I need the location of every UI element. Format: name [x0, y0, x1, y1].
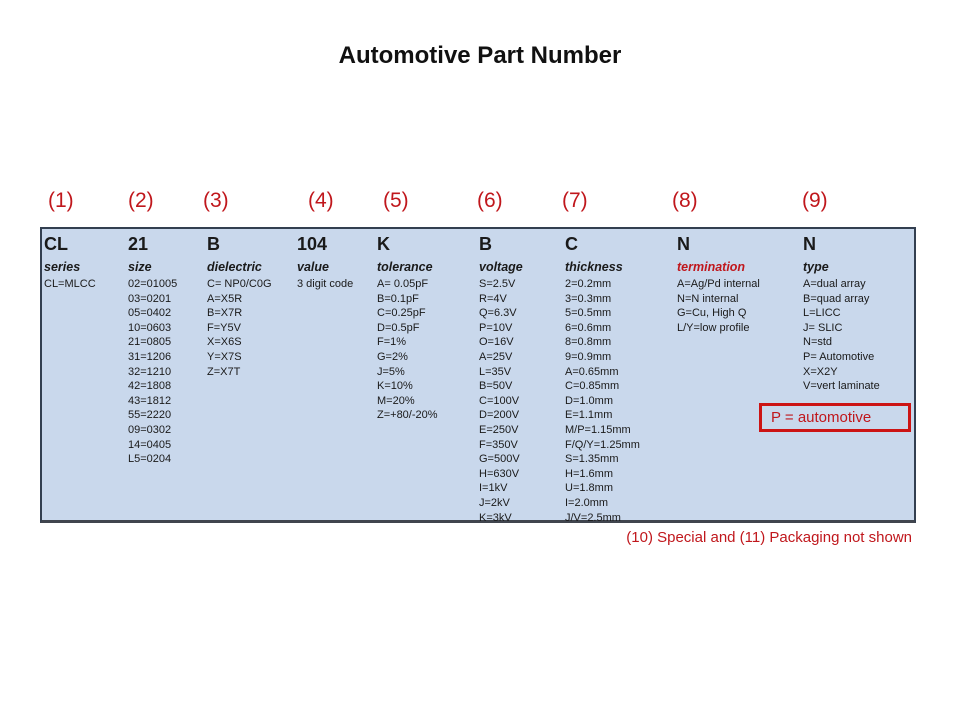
code-list-item: C=100V: [479, 394, 520, 407]
column-size: [128, 231, 177, 467]
code-list-item: 5=0.5mm: [565, 307, 612, 320]
code-list-item: E=1.1mm: [565, 409, 613, 422]
code-list-item: 32=1210: [128, 365, 172, 378]
code-list-item: CL=MLCC: [44, 278, 96, 290]
code-list-item: 31=1206: [128, 350, 172, 363]
code-list-item: Z=+80/-20%: [377, 409, 438, 422]
code-list-item: 8=0.8mm: [565, 336, 612, 349]
code-list-item: D=200V: [479, 409, 520, 422]
column-name: voltage: [479, 260, 523, 274]
code-list-item: L=LICC: [803, 307, 841, 320]
code-list-item: P=10V: [479, 321, 513, 334]
column-name: type: [803, 260, 829, 274]
code-list-item: 03=0201: [128, 292, 172, 305]
column-name: tolerance: [377, 260, 433, 274]
code-list: [44, 277, 96, 292]
column-label-1: (1): [48, 189, 74, 212]
code-list-item: K=10%: [377, 380, 413, 393]
code-list-item: S=1.35mm: [565, 453, 619, 466]
column-name: thickness: [565, 260, 623, 274]
code-list-item: J=5%: [377, 365, 405, 378]
code-list-item: F=350V: [479, 438, 518, 451]
column-code: B: [207, 234, 220, 254]
code-list-item: C= NP0/C0G: [207, 278, 272, 290]
column-name: termination: [677, 260, 746, 274]
automotive-callout-box: [759, 403, 911, 432]
code-list-item: N=N internal: [677, 292, 739, 305]
column-label-7: (7): [562, 189, 588, 212]
code-list-item: F=Y5V: [207, 321, 241, 334]
code-list-item: 14=0405: [128, 438, 172, 451]
code-list-item: H=630V: [479, 467, 520, 480]
code-list-item: A=X5R: [207, 292, 243, 305]
code-list-item: P= Automotive: [803, 350, 875, 363]
code-list-item: C=0.25pF: [377, 307, 426, 320]
code-list-item: I=2.0mm: [565, 496, 609, 509]
code-list-item: J=2kV: [479, 496, 510, 509]
column-label-4: (4): [308, 189, 334, 212]
code-list-item: 43=1812: [128, 394, 172, 407]
code-list-item: 9=0.9mm: [565, 350, 612, 363]
code-list-item: R=4V: [479, 292, 507, 305]
column-label-8: (8): [672, 189, 698, 212]
column-voltage: [479, 231, 523, 525]
column-tolerance: [377, 231, 438, 423]
footnote: (10) Special and (11) Packaging not shown: [626, 529, 912, 546]
page-title: Automotive Part Number: [338, 42, 622, 69]
code-list-item: G=500V: [479, 453, 520, 466]
column-code: N: [677, 234, 690, 254]
code-list-item: F=1%: [377, 336, 407, 349]
column-code: CL: [44, 234, 68, 254]
code-list-item: M=20%: [377, 394, 415, 407]
code-list-item: E=250V: [479, 423, 519, 436]
column-code: K: [377, 234, 390, 254]
column-label-9: (9): [802, 189, 828, 212]
column-label-6: (6): [477, 189, 503, 212]
column-code: N: [803, 234, 816, 254]
code-list-item: G=2%: [377, 350, 408, 363]
code-list-item: J= SLIC: [803, 321, 843, 334]
code-list-item: B=0.1pF: [377, 292, 419, 305]
code-list-item: 21=0805: [128, 336, 172, 349]
code-list: [128, 277, 177, 467]
column-type: [803, 231, 880, 394]
column-series: [44, 231, 96, 292]
code-list-item: D=0.5pF: [377, 321, 420, 334]
code-list: [297, 277, 353, 292]
code-list-item: G=Cu, High Q: [677, 307, 747, 320]
code-list-item: B=X7R: [207, 307, 243, 320]
code-list-item: A=dual array: [803, 278, 866, 290]
code-list-item: 02=01005: [128, 278, 178, 290]
code-list-item: H=1.6mm: [565, 467, 613, 480]
code-list-item: 10=0603: [128, 321, 172, 334]
code-list-item: L/Y=low profile: [677, 321, 750, 334]
column-termination: [677, 231, 760, 335]
code-list-item: B=50V: [479, 380, 513, 393]
column-code: C: [565, 234, 578, 254]
code-list-item: M/P=1.15mm: [565, 423, 631, 436]
code-list-item: 2=0.2mm: [565, 278, 612, 290]
code-list-item: X=X2Y: [803, 365, 838, 378]
column-name: size: [128, 260, 152, 274]
code-list-item: A=25V: [479, 350, 513, 363]
column-name: series: [44, 260, 81, 274]
code-list-item: 3 digit code: [297, 278, 354, 290]
column-label-5: (5): [383, 189, 409, 212]
code-list-item: 42=1808: [128, 380, 172, 393]
code-list-item: L5=0204: [128, 453, 172, 466]
column-code: B: [479, 234, 492, 254]
code-list-item: A= 0.05pF: [377, 278, 429, 290]
code-list: [565, 277, 640, 525]
column-label-2: (2): [128, 189, 154, 212]
code-list-item: O=16V: [479, 336, 514, 349]
code-list-item: I=1kV: [479, 482, 508, 495]
column-thickness: [565, 231, 640, 525]
code-list-item: 05=0402: [128, 307, 172, 320]
code-list-item: L=35V: [479, 365, 512, 378]
code-list-item: 55=2220: [128, 409, 172, 422]
code-list-item: C=0.85mm: [565, 380, 620, 393]
code-list: [377, 277, 438, 423]
code-list: [677, 277, 760, 335]
code-list-item: A=Ag/Pd internal: [677, 278, 760, 290]
code-list-item: J/V=2.5mm: [565, 511, 621, 524]
code-list-item: K=3kV: [479, 511, 512, 524]
code-list-item: F/Q/Y=1.25mm: [565, 438, 640, 451]
column-code: 21: [128, 234, 149, 254]
code-list-item: V=vert laminate: [803, 380, 880, 393]
column-name: dielectric: [207, 260, 262, 274]
code-list-item: Y=X7S: [207, 350, 242, 363]
column-label-3: (3): [203, 189, 229, 212]
code-list-item: D=1.0mm: [565, 394, 613, 407]
code-list-item: 09=0302: [128, 423, 172, 436]
code-list-item: U=1.8mm: [565, 482, 613, 495]
code-list-item: 3=0.3mm: [565, 292, 612, 305]
code-list-item: N=std: [803, 336, 833, 349]
code-list-item: Q=6.3V: [479, 307, 517, 320]
code-list-item: B=quad array: [803, 292, 870, 305]
code-list-item: X=X6S: [207, 336, 242, 349]
code-list-item: A=0.65mm: [565, 365, 619, 378]
code-list-item: Z=X7T: [207, 365, 241, 378]
column-code: 104: [297, 234, 328, 254]
column-dielectric: [207, 231, 272, 379]
code-list-item: 6=0.6mm: [565, 321, 612, 334]
column-value: [297, 231, 353, 292]
part-number-table: [40, 227, 916, 523]
automotive-callout-label: P = automotive: [771, 409, 872, 426]
code-list-item: S=2.5V: [479, 278, 516, 290]
code-list: [479, 277, 523, 525]
code-list: [207, 277, 272, 379]
code-list: [803, 277, 880, 394]
column-name: value: [297, 260, 329, 274]
